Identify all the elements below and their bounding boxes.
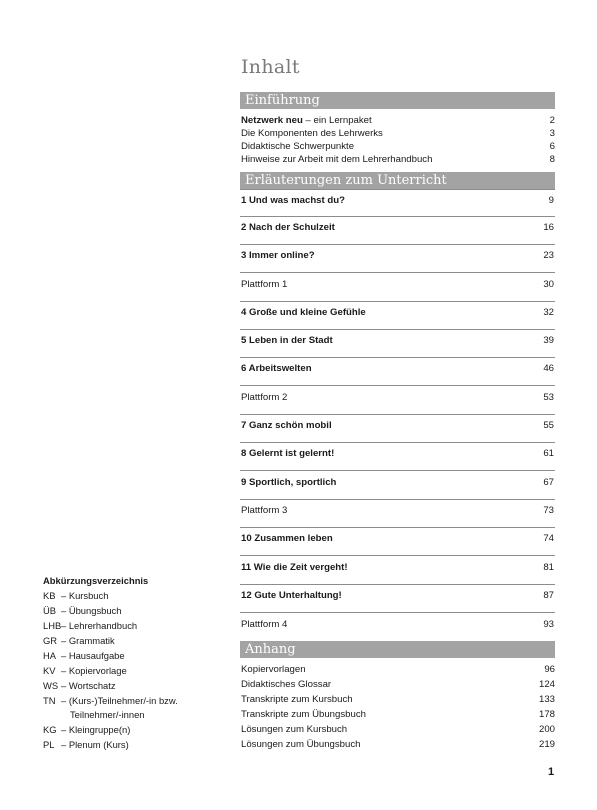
toc-entry-label: Didaktische Schwerpunkte bbox=[241, 141, 355, 152]
abbreviation-item bbox=[43, 665, 127, 676]
toc-chapter-page: 53 bbox=[543, 392, 554, 403]
abbreviation-desc: – Grammatik bbox=[61, 635, 115, 646]
abbreviation-item bbox=[43, 739, 129, 750]
toc-chapter[interactable] bbox=[240, 585, 555, 613]
toc-chapter-page: 46 bbox=[543, 363, 554, 374]
toc-chapter-page: 23 bbox=[543, 250, 554, 261]
toc-entry-label: Die Komponenten des Lehrwerks bbox=[241, 128, 383, 139]
toc-entry-page: 133 bbox=[538, 694, 555, 705]
toc-chapter[interactable] bbox=[240, 330, 555, 358]
toc-chapter[interactable] bbox=[240, 358, 555, 386]
abbreviation-item bbox=[43, 695, 178, 706]
toc-chapter-label: 4 Große und kleine Gefühle bbox=[241, 307, 366, 318]
toc-chapter-page: 74 bbox=[543, 533, 554, 544]
abbreviation-key: TN bbox=[43, 695, 56, 706]
toc-entry-label: Hinweise zur Arbeit mit dem Lehrerhandbuch bbox=[241, 154, 433, 165]
toc-entry-label: Didaktisches Glossar bbox=[241, 679, 332, 690]
abbreviation-desc: – (Kurs-)Teilnehmer/-in bzw. bbox=[61, 695, 178, 706]
toc-entry[interactable] bbox=[241, 128, 555, 139]
toc-entry-page: 178 bbox=[538, 709, 555, 720]
toc-entry-label: Lösungen zum Kursbuch bbox=[241, 724, 348, 735]
toc-chapter-label: 12 Gute Unterhaltung! bbox=[241, 590, 342, 601]
toc-chapter-label: 3 Immer online? bbox=[241, 250, 315, 261]
toc-chapter[interactable] bbox=[240, 302, 555, 330]
toc-chapter-label: 1 Und was machst du? bbox=[241, 195, 345, 206]
section-heading-lessons: Erläuterungen zum Unterricht bbox=[240, 172, 555, 189]
abbreviation-key: WS bbox=[43, 680, 59, 691]
abbreviation-item bbox=[43, 724, 130, 735]
toc-entry-page: 96 bbox=[544, 664, 555, 675]
toc-entry-page: 200 bbox=[538, 724, 555, 735]
toc-chapter-page: 67 bbox=[543, 477, 554, 488]
toc-entry[interactable] bbox=[241, 679, 555, 690]
abbreviation-desc: – Kleingruppe(n) bbox=[61, 724, 131, 735]
toc-entry-page: 8 bbox=[549, 154, 555, 165]
toc-entry-page: 3 bbox=[549, 128, 555, 139]
toc-platform[interactable] bbox=[240, 274, 555, 302]
toc-chapter-label: 5 Leben in der Stadt bbox=[241, 335, 333, 346]
toc-platform[interactable] bbox=[240, 500, 555, 528]
abbreviation-desc-continued: Teilnehmer/-innen bbox=[70, 709, 145, 720]
toc-chapter-label: 9 Sportlich, sportlich bbox=[241, 477, 337, 488]
toc-chapter-label: 8 Gelernt ist gelernt! bbox=[241, 448, 335, 459]
toc-chapter-label: Plattform 3 bbox=[241, 505, 288, 516]
abbreviation-desc: – Plenum (Kurs) bbox=[61, 739, 129, 750]
abbreviation-desc: – Hausaufgabe bbox=[61, 650, 125, 661]
abbreviations-title: Abkürzungsverzeichnis bbox=[43, 575, 149, 586]
toc-chapter-page: 61 bbox=[543, 448, 554, 459]
toc-chapter[interactable] bbox=[240, 245, 555, 273]
toc-chapter-page: 39 bbox=[543, 335, 554, 346]
toc-entry-page: 6 bbox=[549, 141, 555, 152]
abbreviation-desc: – Lehrerhandbuch bbox=[61, 620, 138, 631]
toc-chapter-page: 9 bbox=[548, 195, 554, 206]
toc-chapter-label: 6 Arbeitswelten bbox=[241, 363, 312, 374]
toc-entry[interactable] bbox=[241, 694, 555, 705]
toc-chapter-label: Plattform 4 bbox=[241, 619, 288, 630]
toc-chapter-label: 11 Wie die Zeit vergeht! bbox=[241, 562, 348, 573]
toc-chapter-page: 93 bbox=[543, 619, 554, 630]
abbreviation-key: LHB bbox=[43, 620, 62, 631]
toc-chapter-page: 55 bbox=[543, 420, 554, 431]
toc-chapter[interactable] bbox=[240, 189, 555, 217]
page-number: 1 bbox=[548, 766, 555, 778]
toc-chapter-label: 2 Nach der Schulzeit bbox=[241, 222, 335, 233]
abbreviation-item bbox=[43, 605, 121, 616]
abbreviation-key: KG bbox=[43, 724, 57, 735]
toc-chapter[interactable] bbox=[240, 528, 555, 556]
toc-chapter-page: 87 bbox=[543, 590, 554, 601]
toc-entry-label: Netzwerk neu – ein Lernpaket bbox=[241, 115, 372, 126]
toc-chapter[interactable] bbox=[240, 217, 555, 245]
toc-chapter-page: 81 bbox=[543, 562, 554, 573]
toc-chapter[interactable] bbox=[240, 415, 555, 443]
toc-chapter-page: 32 bbox=[543, 307, 554, 318]
toc-chapter[interactable] bbox=[240, 443, 555, 471]
abbreviation-key: GR bbox=[43, 635, 58, 646]
toc-entry-label: Kopiervorlagen bbox=[241, 664, 306, 675]
abbreviation-desc: – Übungsbuch bbox=[61, 605, 122, 616]
toc-platform[interactable] bbox=[240, 614, 555, 642]
toc-platform[interactable] bbox=[240, 387, 555, 415]
abbreviation-key: ÜB bbox=[43, 605, 57, 616]
abbreviation-item bbox=[43, 635, 115, 646]
abbreviation-item bbox=[43, 650, 125, 661]
abbreviation-key: KV bbox=[43, 665, 56, 676]
abbreviation-item bbox=[43, 620, 137, 631]
section-heading-intro: Einführung bbox=[240, 92, 555, 109]
toc-entry[interactable] bbox=[241, 154, 555, 165]
toc-chapter-page: 16 bbox=[543, 222, 554, 233]
toc-chapter-label: 7 Ganz schön mobil bbox=[241, 420, 332, 431]
toc-entry[interactable] bbox=[241, 739, 555, 750]
toc-entry-page: 2 bbox=[549, 115, 555, 126]
toc-entry[interactable] bbox=[241, 115, 555, 126]
page-title: Inhalt bbox=[241, 56, 300, 78]
toc-chapter-label: 10 Zusammen leben bbox=[241, 533, 333, 544]
toc-chapter[interactable] bbox=[240, 557, 555, 585]
abbreviation-key: KB bbox=[43, 590, 56, 601]
toc-entry[interactable] bbox=[241, 709, 555, 720]
toc-entry-label: Transkripte zum Übungsbuch bbox=[241, 709, 366, 720]
toc-entry[interactable] bbox=[241, 141, 555, 152]
toc-entry-label: Lösungen zum Übungsbuch bbox=[241, 739, 361, 750]
toc-entry-page: 219 bbox=[538, 739, 555, 750]
toc-chapter-label: Plattform 2 bbox=[241, 392, 288, 403]
toc-entry[interactable] bbox=[241, 664, 555, 675]
abbreviation-desc: – Kopiervorlage bbox=[61, 665, 127, 676]
toc-chapter-label: Plattform 1 bbox=[241, 279, 288, 290]
toc-entry[interactable] bbox=[241, 724, 555, 735]
abbreviation-item bbox=[43, 680, 116, 691]
abbreviation-desc: – Wortschatz bbox=[61, 680, 116, 691]
toc-chapter-page: 30 bbox=[543, 279, 554, 290]
toc-entry-label: Transkripte zum Kursbuch bbox=[241, 694, 353, 705]
abbreviation-desc: – Kursbuch bbox=[61, 590, 109, 601]
abbreviation-key: HA bbox=[43, 650, 57, 661]
toc-chapter[interactable] bbox=[240, 472, 555, 500]
section-heading-appendix: Anhang bbox=[240, 641, 555, 658]
toc-entry-page: 124 bbox=[538, 679, 555, 690]
toc-chapter-page: 73 bbox=[543, 505, 554, 516]
abbreviation-key: PL bbox=[43, 739, 55, 750]
abbreviation-item bbox=[43, 590, 108, 601]
